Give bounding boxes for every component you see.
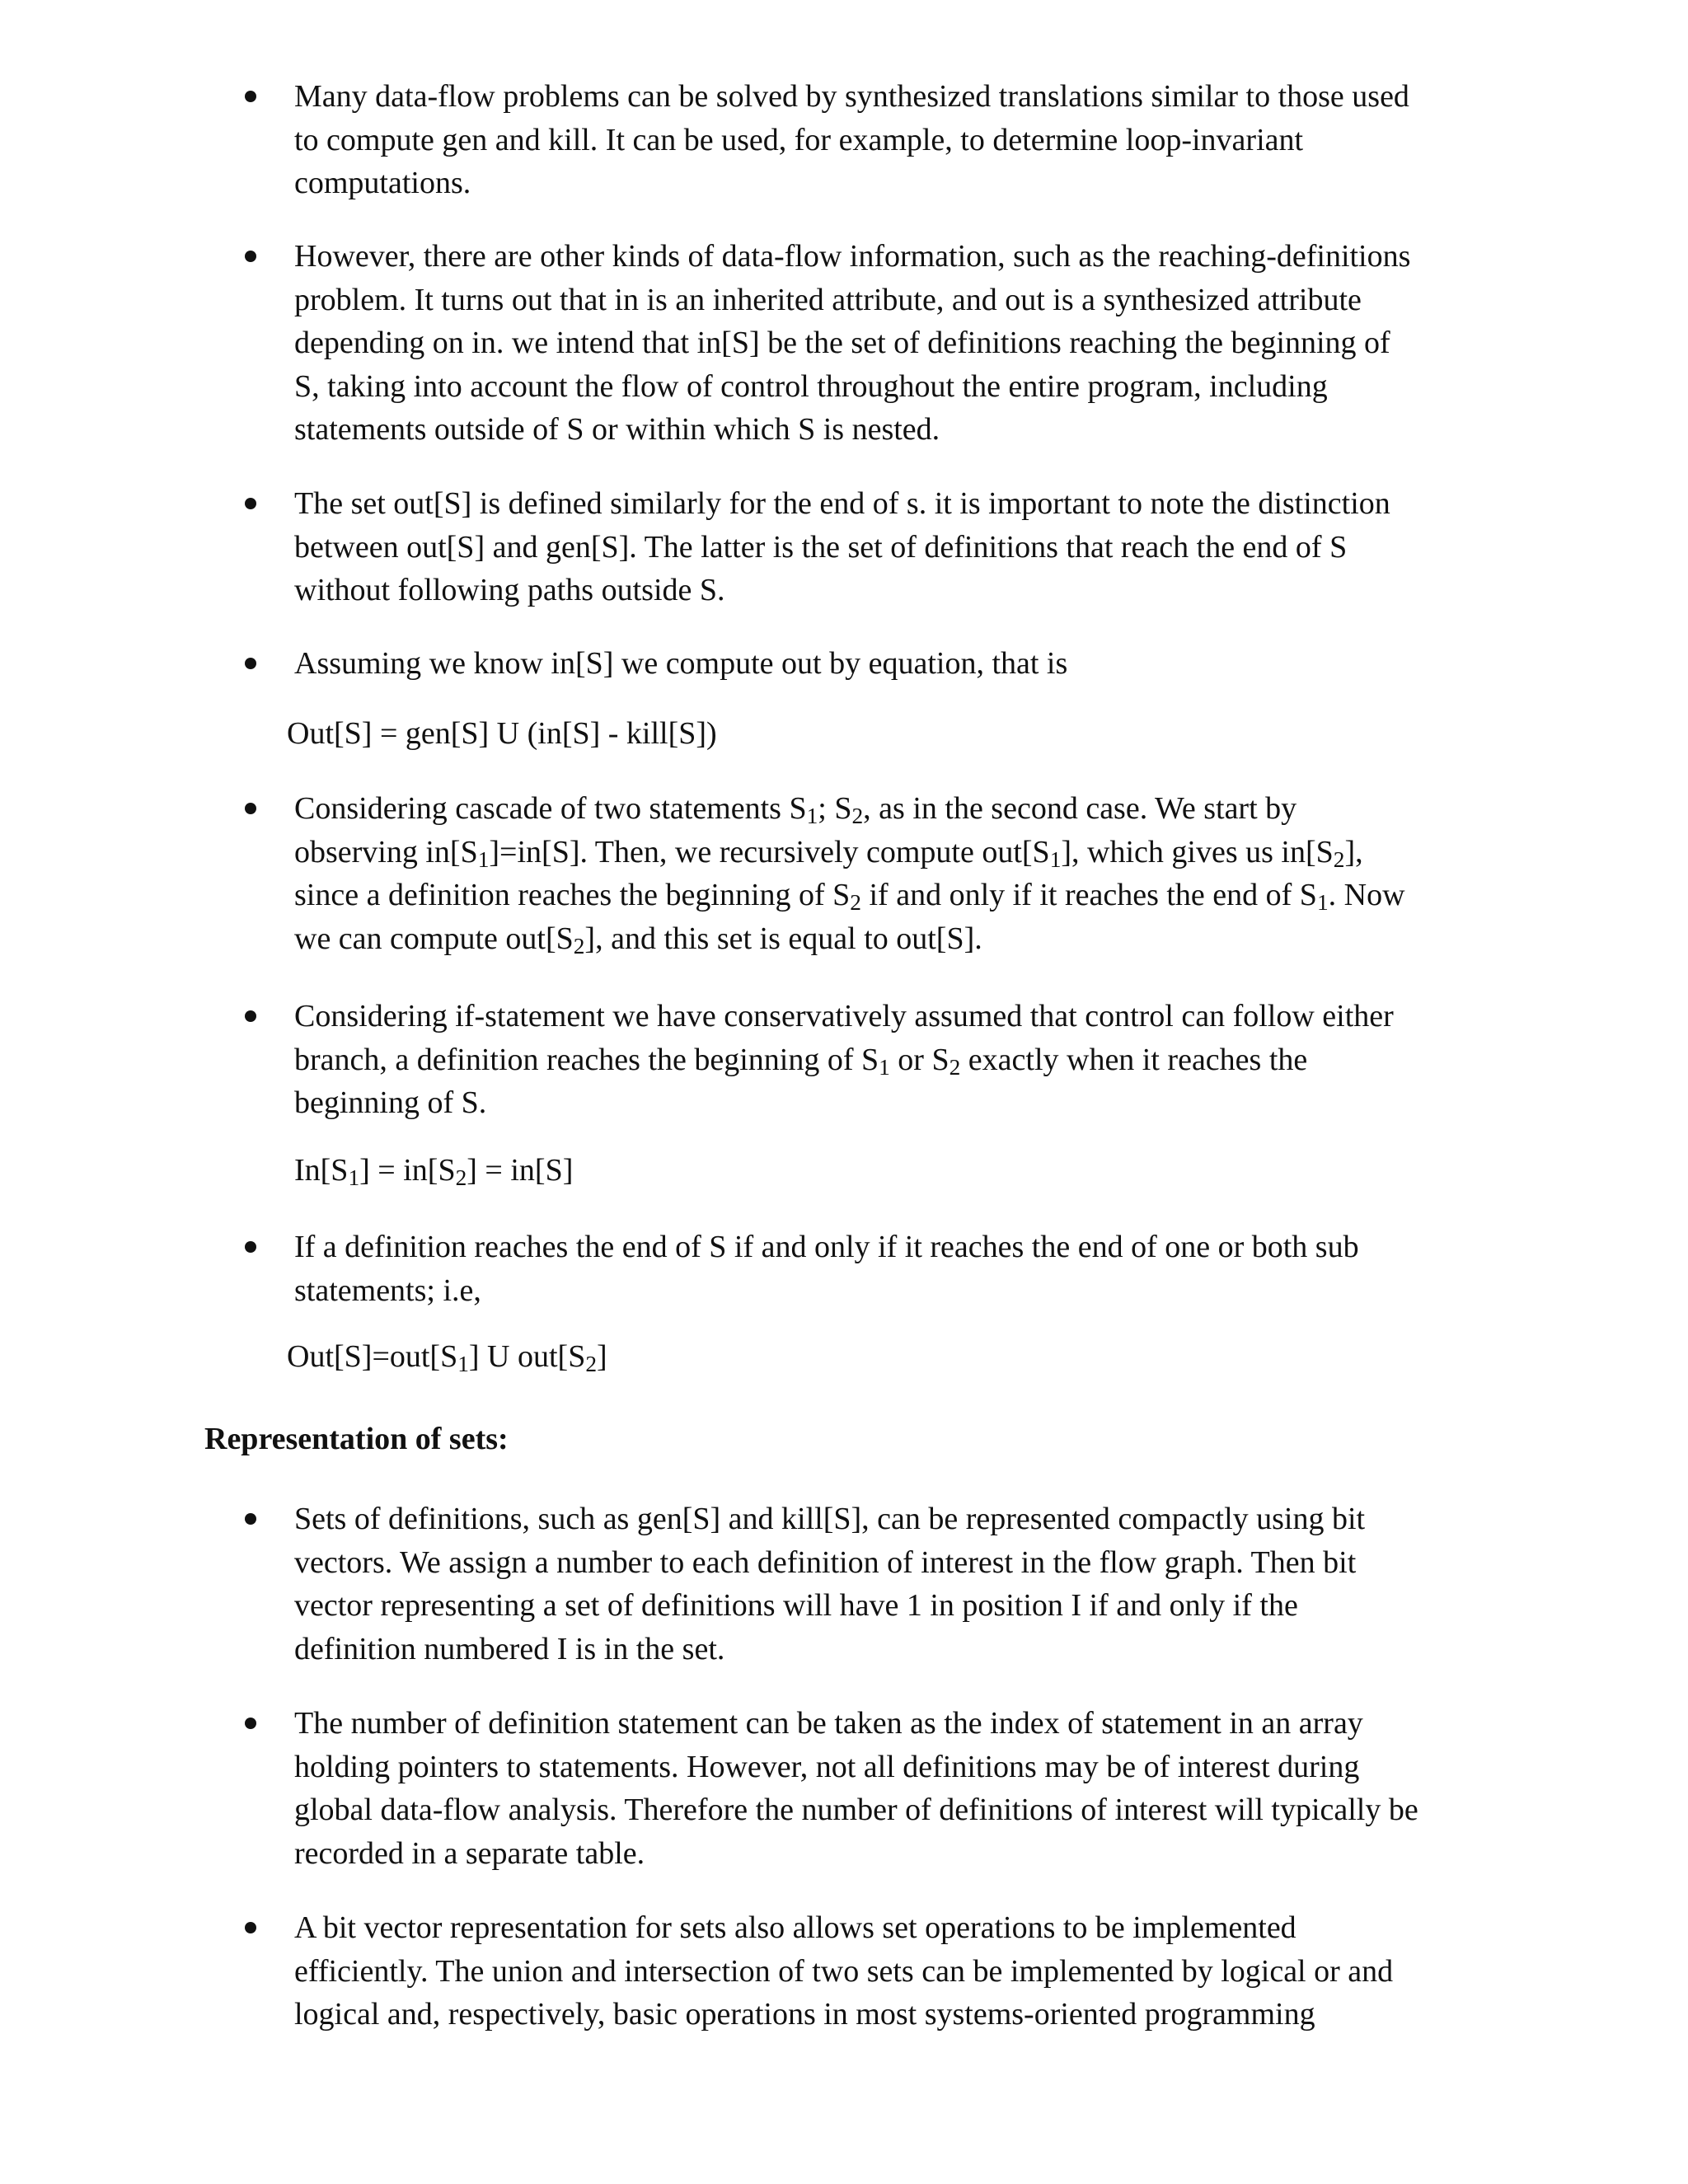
text-line: The set out[S] is defined similarly for the end of s. it is important to note the distinction	[294, 486, 1390, 521]
bullet-dot	[245, 1718, 256, 1729]
text-line: without following paths outside S.	[294, 573, 725, 607]
text-line: The number of definition statement can be taken as the index of statement in an array	[294, 1706, 1363, 1741]
text-line: holding pointers to statements. However, not all definitions may be of interest during	[294, 1749, 1360, 1784]
text-line: Considering if-statement we have conservatively assumed that control can follow either	[294, 999, 1394, 1033]
bullet-dot	[245, 91, 256, 102]
text-line: If a definition reaches the end of S if and only if it reaches the end of one or both sub	[294, 1230, 1359, 1264]
bullet-dot	[245, 251, 256, 262]
text-line: vectors. We assign a number to each definition of interest in the flow graph. Then bit	[294, 1544, 1357, 1580]
bullet-dot	[245, 1241, 256, 1253]
formula-out-union: $Out[S]=out[S_1]$ U $out[S_2]$	[287, 1339, 607, 1377]
text-line: we can compute $out[S_2]$, and this set is equal to out[S].	[294, 921, 982, 958]
text-line: Assuming we know in[S] we compute out by equation, that is	[294, 646, 1068, 681]
section-heading: Representation of sets:	[204, 1422, 509, 1456]
text-line: to compute gen and kill. It can be used, for example, to determine loop-invariant	[294, 122, 1304, 157]
bullet-dot	[245, 1922, 256, 1933]
bullet-text	[294, 482, 1498, 612]
text-line: However, there are other kinds of data-flow information, such as the reaching-definitions	[294, 239, 1411, 274]
text-line: vector representing a set of definitions will have 1 in position I if and only if the	[294, 1588, 1298, 1623]
formula-out: Out[S] = gen[S] U (in[S] - kill[S])	[287, 716, 717, 751]
bullet-dot	[245, 803, 256, 814]
text-line: definition numbered I is in the set.	[294, 1631, 725, 1666]
text-line: beginning of S.	[294, 1085, 487, 1120]
text-line: recorded in a separate table.	[294, 1835, 645, 1871]
bullet-dot	[245, 658, 256, 669]
bullet-text	[294, 1226, 1498, 1312]
bullet-text	[294, 1906, 1498, 2036]
bullet-text	[294, 235, 1498, 452]
bullet-text	[294, 787, 1498, 960]
bullet-text	[294, 1497, 1498, 1671]
text-line: observing $in[S_1]=in[S]$. Then, we recursively compute $out[S_1]$, which gives us $in[S_2]$,	[294, 834, 1363, 872]
bullet-text	[294, 75, 1498, 205]
text-line: depending on in. we intend that in[S] be the set of definitions reaching the beginning of	[294, 326, 1390, 360]
formula-in: $In[S_1] = in[S_2] = in[S]$	[294, 1153, 574, 1191]
bullet-text	[294, 642, 1498, 686]
text-line: A bit vector representation for sets also allows set operations to be implemented	[294, 1910, 1296, 1945]
bullet-text	[294, 1702, 1498, 1875]
text-line: problem. It turns out that in is an inherited attribute, and out is a synthesized attribute	[294, 282, 1362, 317]
text-line: global data-flow analysis. Therefore the number of definitions of interest will typically be	[294, 1793, 1418, 1827]
text-line: efficiently. The union and intersection of two sets can be implemented by logical or and	[294, 1953, 1394, 1989]
text-line: Many data-flow problems can be solved by synthesized translations similar to those used	[294, 79, 1409, 114]
text-line: between out[S] and gen[S]. The latter is the set of definitions that reach the end of S	[294, 529, 1348, 565]
bullet-dot	[245, 498, 256, 509]
bullet-text	[294, 995, 1498, 1125]
text-line: statements; i.e,	[294, 1272, 481, 1308]
text-line: logical and, respectively, basic operations in most systems-oriented programming	[294, 1997, 1315, 2032]
bullet-dot	[245, 1513, 256, 1525]
text-line: since a definition reaches the beginning of $S_2$ if and only if it reaches the end of $S_1$. Now	[294, 878, 1405, 916]
text-line: S, taking into account the flow of control throughout the entire program, including	[294, 368, 1328, 404]
bullet-dot	[245, 1010, 256, 1022]
text-line: statements outside of S or within which S is nested.	[294, 412, 940, 447]
text-line: Considering cascade of two statements $S_1$; $S_2$, as in the second case. We start by	[294, 791, 1297, 829]
text-line: computations.	[294, 166, 471, 200]
text-line: Sets of definitions, such as gen[S] and kill[S], can be represented compactly using bit	[294, 1502, 1366, 1536]
text-line: branch, a definition reaches the beginning of $S_1$ or $S_2$ exactly when it reaches the	[294, 1042, 1308, 1080]
